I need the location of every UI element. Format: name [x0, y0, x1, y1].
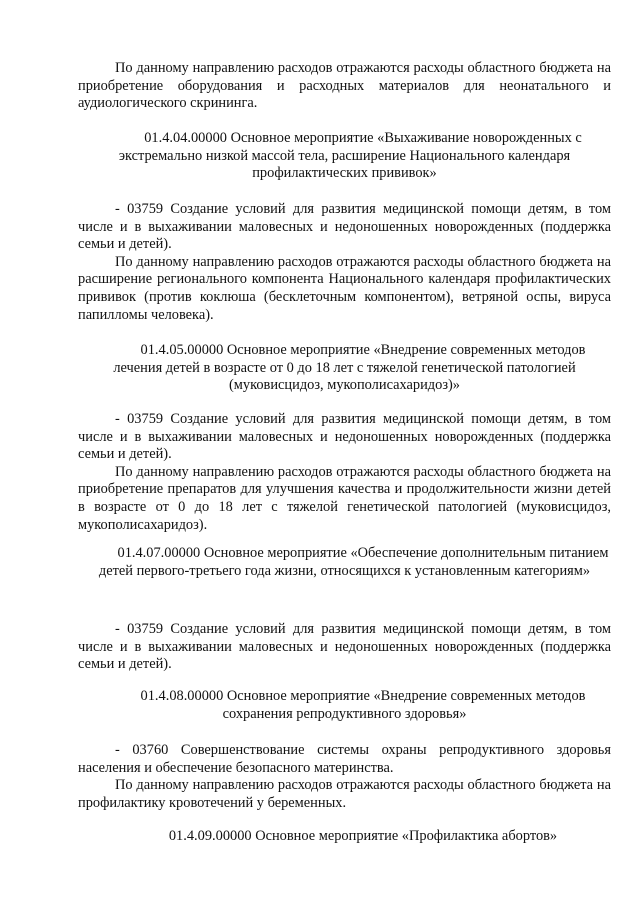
paragraph-03760: - 03760 Совершенствование системы охраны репродуктивного здоровья населения и обеспечение безопасного материнства. [78, 742, 611, 776]
paragraph-bleeding-prevention: По данному направлению расходов отражаются расходы областного бюджета на профилактику кровотечений у беременных. [78, 777, 611, 811]
heading-01-4-08: 01.4.08.00000 Основное мероприятие «Внедрение современных методов сохранения репродуктивного здоровья» [140, 688, 586, 722]
heading-01-4-05: 01.4.05.00000 Основное мероприятие «Внедрение современных методов лечения детей в возрасте от 0 до 18 лет с тяжелой генетической патологией (муковисцидоз, мукополисахаридоз)» [113, 342, 586, 394]
section-01-4-08-body [78, 742, 611, 812]
paragraph-neonatal-screening [78, 60, 611, 113]
heading-01-4-07: 01.4.07.00000 Основное мероприятие «Обеспечение дополнительным питанием детей первого-третьего года жизни, относящихся к установленным категориям» [98, 545, 609, 579]
paragraph-03759: - 03759 Создание условий для развития медицинской помощи детям, в том числе и в выхаживании маловесных и недоношенных новорожденных (поддержка семьи и детей). [78, 621, 611, 673]
paragraph-vaccination-calendar: По данному направлению расходов отражаются расходы областного бюджета на расширение регионального компонента Национального календаря профилактических прививок (против коклюша (бесклеточным компонентом), ветряной оспы, вируса папилломы человека). [78, 253, 611, 323]
section-01-4-04-body [78, 201, 611, 324]
paragraph-03759: - 03759 Создание условий для развития медицинской помощи детям, в том числе и в выхаживании маловесных и недоношенных новорожденных (поддержка семьи и детей). [78, 411, 611, 463]
paragraph-text: По данному направлению расходов отражаются расходы областного бюджета на приобретение оборудования и расходных материалов для неонатального и аудиологического скрининга. [78, 60, 611, 112]
paragraph-genetic-pathology-drugs: По данному направлению расходов отражаются расходы областного бюджета на приобретение препаратов для улучшения качества и продолжительности жизни детей в возрасте от 0 до 18 лет с тяжелой генетической патологией (муковисцидоз, мукополисахаридоз). [78, 463, 611, 533]
section-01-4-07-body [78, 621, 611, 674]
section-01-4-05-body [78, 411, 611, 534]
heading-01-4-04: 01.4.04.00000 Основное мероприятие «Выхаживание новорожденных с экстремально низкой массой тела, расширение Национального календаря профилактических прививок» [118, 130, 582, 182]
heading-01-4-09: 01.4.09.00000 Основное мероприятие «Профилактика абортов» [168, 828, 558, 844]
paragraph-03759: - 03759 Создание условий для развития медицинской помощи детям, в том числе и в выхаживании маловесных и недоношенных новорожденных (поддержка семьи и детей). [78, 201, 611, 253]
